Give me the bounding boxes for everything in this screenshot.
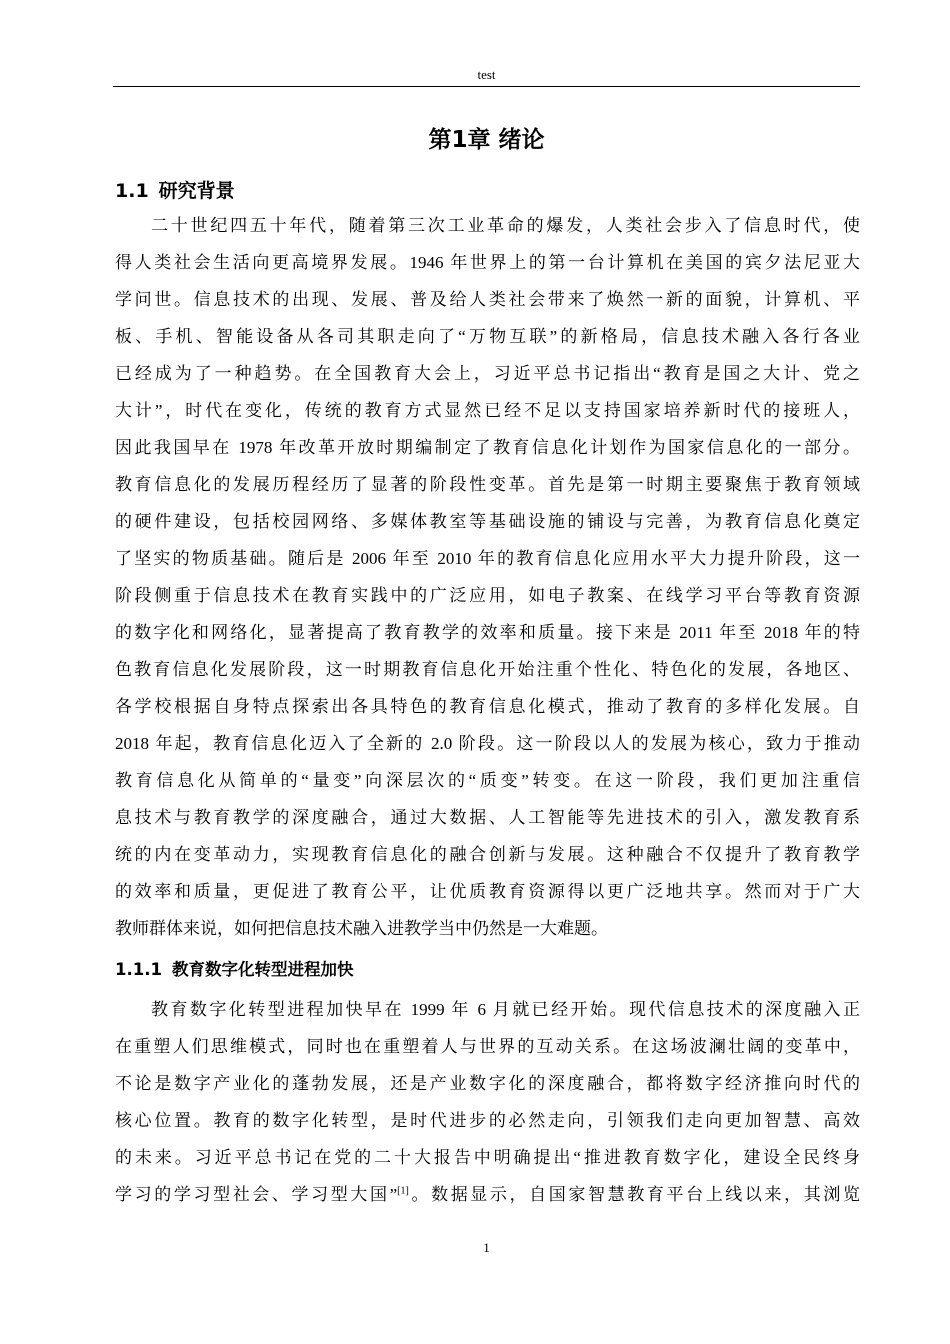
header-rule (113, 86, 860, 87)
text-line: 已经成为了一种趋势。在全国教育大会上，习近平总书记指出“教育是国之大计、党之 (115, 364, 860, 383)
text-line: 的效率和质量，更促进了教育公平，让优质教育资源得以更广泛地共享。然而对于广大 (115, 882, 860, 901)
text-line: 教育信息化从简单的“量变”向深层次的“质变”转变。在这一阶段，我们更加注重信 (115, 771, 860, 790)
text-line: 教师群体来说，如何把信息技术融入进教学当中仍然是一大难题。 (115, 919, 608, 938)
section-title-text: 研究背景 (158, 180, 235, 202)
text-line: 了坚实的物质基础。随后是 2006 年至 2010 年的教育信息化应用水平大力提升阶段，这一 (115, 549, 860, 568)
text-line: 阶段侧重于信息技术在教育实践中的广泛应用，如电子教案、在线学习平台等教育资源 (115, 586, 860, 605)
text-line: 得人类社会生活向更高境界发展。1946 年世界上的第一台计算机在美国的宾夕法尼亚大 (115, 253, 860, 272)
text-line: 学问世。信息技术的出现、发展、普及给人类社会带来了焕然一新的面貌，计算机、平 (115, 290, 860, 309)
text-fragment: 。数据显示，自国家智慧教育平台上线以来，其浏览 (408, 1185, 861, 1204)
text-line: 大计”，时代在变化，传统的教育方式显然已经不足以支持国家培养新时代的接班人， (115, 401, 860, 420)
text-line: 2018 年起，教育信息化迈入了全新的 2.0 阶段。这一阶段以人的发展为核心，致力于推动 (115, 734, 860, 753)
page-number: 1 (483, 1240, 490, 1255)
text-line: 板、手机、智能设备从各司其职走向了“万物互联”的新格局，信息技术融入各行各业 (115, 327, 860, 346)
subsection-heading (115, 957, 353, 983)
subsection-number: 1.1.1 (115, 960, 162, 979)
citation-reference[interactable]: [1] (397, 1185, 409, 1197)
text-line: 统的内在变革动力，实现教育信息化的融合创新与发展。这种融合不仅提升了教育教学 (115, 845, 860, 864)
text-fragment: 学习的学习型社会、学习型大国” (115, 1185, 398, 1204)
text-line: 二十世纪四五十年代，随着第三次工业革命的爆发，人类社会步入了信息时代，使 (151, 216, 860, 235)
text-line: 息技术与教育教学的深度融合，通过大数据、人工智能等先进技术的引入，激发教育系 (115, 808, 860, 827)
text-line: 不论是数字产业化的蓬勃发展，还是产业数字化的深度融合，都将数字经济推向时代的 (115, 1074, 860, 1093)
text-line: 的数字化和网络化，显著提高了教育教学的效率和质量。接下来是 2011 年至 2018 年的特 (115, 623, 860, 642)
section-heading (115, 177, 235, 205)
subsection-title-text: 教育数字化转型进程加快 (171, 960, 354, 979)
text-line: 各学校根据自身特点探索出各具特色的教育信息化模式，推动了教育的多样化发展。自 (115, 697, 860, 716)
text-line: 的硬件建设，包括校园网络、多媒体教室等基础设施的铺设与完善，为教育信息化奠定 (115, 512, 860, 531)
text-line: 教育信息化的发展历程经历了显著的阶段性变革。首先是第一时期主要聚焦于教育领域 (115, 475, 860, 494)
text-line: 因此我国早在 1978 年改革开放时期编制定了教育信息化计划作为国家信息化的一部分。 (115, 438, 860, 457)
text-line: 的未来。习近平总书记在党的二十大报告中明确提出“推进教育数字化，建设全民终身 (115, 1148, 860, 1167)
text-line: 在重塑人们思维模式，同时也在重塑着人与世界的互动关系。在这场波澜壮阔的变革中， (115, 1037, 860, 1056)
text-line-with-citation (115, 1176, 860, 1213)
text-line: 教育数字化转型进程加快早在 1999 年 6 月就已经开始。现代信息技术的深度融入正 (151, 1000, 860, 1019)
running-header: test (477, 67, 496, 82)
text-line: 色教育信息化发展阶段，这一时期教育信息化开始注重个性化、特色化的发展，各地区、 (115, 660, 860, 679)
text-line: 核心位置。教育的数字化转型，是时代进步的必然走向，引领我们走向更加智慧、高效 (115, 1111, 860, 1130)
chapter-title: 第1章 绪论 (428, 127, 545, 153)
section-number: 1.1 (115, 180, 149, 202)
